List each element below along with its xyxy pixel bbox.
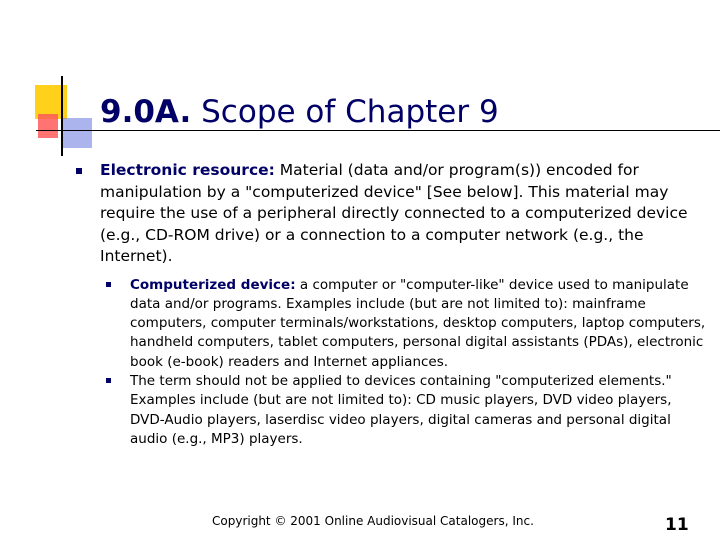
bullet-term: Electronic resource: <box>100 161 275 179</box>
slide-content <box>76 160 706 449</box>
footer-copyright: Copyright © 2001 Online Audiovisual Catalogers, Inc. <box>212 514 534 528</box>
decorative-blue-square <box>62 118 92 148</box>
title-number: 9.0A. <box>100 94 192 130</box>
slide-title <box>100 94 499 130</box>
title-underline <box>36 130 720 131</box>
sub-bullet-text: The term should not be applied to devices containing "computerized elements." Examples include (but are not limited to): CD music players, DVD video players, DVD-Audio players, laserdisc video players, digital cameras and personal digital audio (e.g., MP3) players. <box>130 372 672 447</box>
bullet-square-icon <box>106 282 111 287</box>
sub-bullet-list <box>106 276 706 450</box>
bullet-electronic-resource <box>76 160 706 268</box>
bullet-square-icon <box>76 168 82 174</box>
title-text: Scope of Chapter 9 <box>201 94 499 130</box>
decorative-vertical-line <box>61 76 63 156</box>
sub-bullet-computerized-device <box>106 276 706 372</box>
sub-bullet-term: Computerized device: <box>130 276 296 293</box>
sub-bullet-term-usage <box>106 372 706 449</box>
decorative-red-square <box>38 114 58 138</box>
bullet-text: Material (data and/or program(s)) encoded for manipulation by a "computerized device" [See below]. This material may require the use of a peripheral directly connected to a computerized device (e.g., CD-ROM drive) or a connection to a computer network (e.g., the Internet). <box>100 161 688 265</box>
page-number: 11 <box>665 515 689 535</box>
sub-bullet-text: a computer or "computer-like" device used to manipulate data and/or programs. Examples include (but are not limited to): mainframe computers, computer terminals/workstations, desktop computers, laptop computers, handheld computers, tablet computers, personal digital assistants (PDAs), electronic book (e-book) readers and Internet appliances. <box>130 276 706 370</box>
bullet-square-icon <box>106 378 111 383</box>
